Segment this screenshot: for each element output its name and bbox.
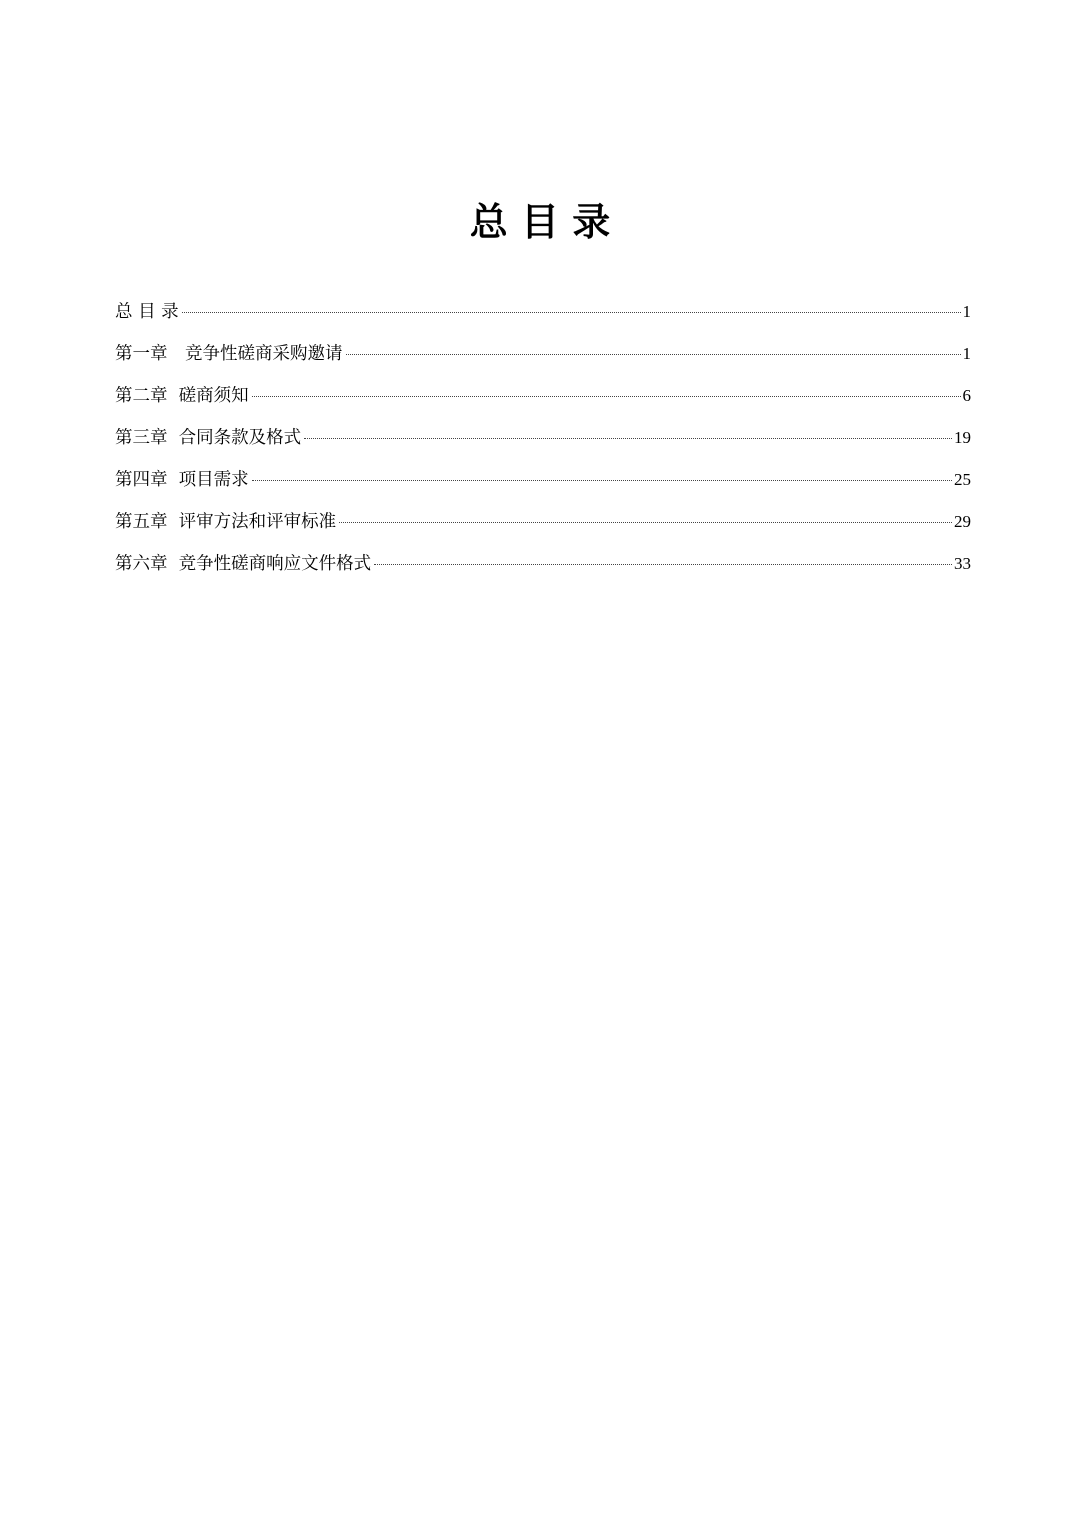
toc-dot-leader [304, 438, 952, 439]
toc-entry-chapter-5[interactable] [115, 506, 971, 548]
toc-entry-page: 25 [954, 470, 971, 489]
toc-entry-label: 第六章 竞争性磋商响应文件格式 [115, 554, 372, 574]
table-of-contents [115, 296, 971, 590]
toc-entry-page: 1 [962, 344, 971, 363]
toc-entry-page: 29 [954, 512, 971, 531]
toc-entry-contents[interactable] [115, 296, 971, 338]
toc-dot-leader [374, 564, 952, 565]
toc-entry-page: 1 [962, 302, 971, 321]
toc-entry-page: 6 [962, 386, 971, 405]
toc-dot-leader [252, 480, 952, 481]
toc-entry-label: 第一章 竞争性磋商采购邀请 [115, 344, 343, 364]
toc-entry-chapter-1[interactable] [115, 338, 971, 380]
toc-entry-label: 总 目 录 [115, 302, 179, 322]
toc-dot-leader [252, 396, 961, 397]
toc-entry-page: 19 [954, 428, 971, 447]
toc-entry-label: 第三章 合同条款及格式 [115, 428, 302, 448]
toc-dot-leader [346, 354, 961, 355]
toc-entry-chapter-6[interactable] [115, 548, 971, 590]
document-title: 总 目 录 [469, 200, 611, 244]
toc-dot-leader [182, 312, 961, 313]
toc-entry-label: 第二章 磋商须知 [115, 386, 249, 406]
toc-entry-label: 第五章 评审方法和评审标准 [115, 512, 337, 532]
toc-entry-chapter-3[interactable] [115, 422, 971, 464]
toc-entry-page: 33 [954, 554, 971, 573]
toc-entry-label: 第四章 项目需求 [115, 470, 249, 490]
toc-entry-chapter-2[interactable] [115, 380, 971, 422]
toc-dot-leader [339, 522, 952, 523]
toc-entry-chapter-4[interactable] [115, 464, 971, 506]
